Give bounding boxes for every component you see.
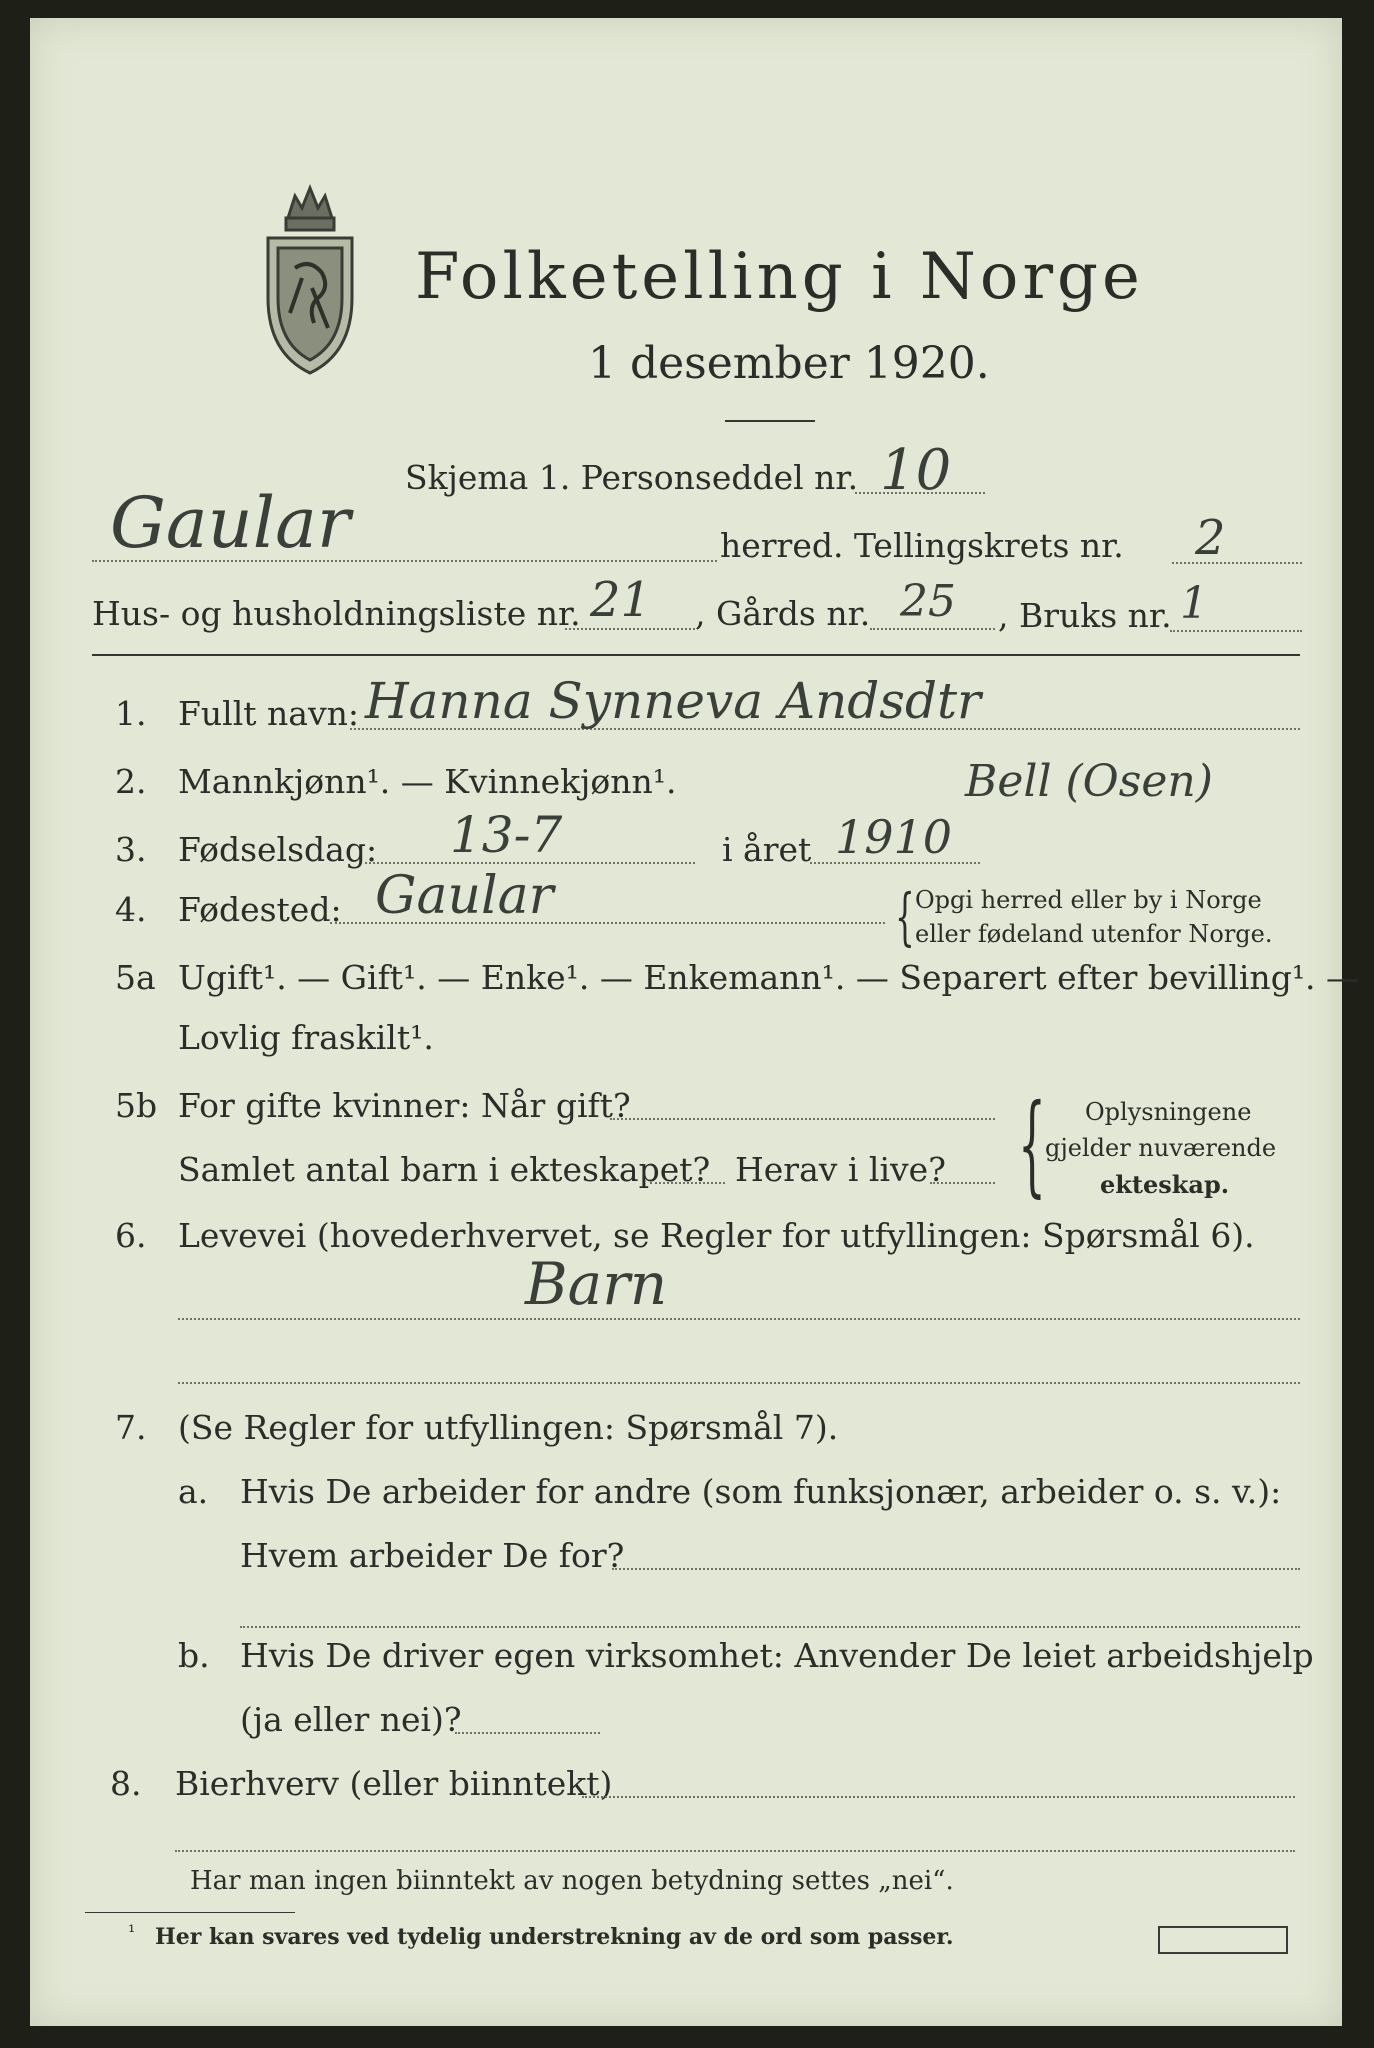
- header-divider: [725, 420, 815, 422]
- children-alive-label: Herav i live?: [735, 1150, 946, 1189]
- children-count-field[interactable]: [650, 1182, 725, 1184]
- no-income-note: Har man ingen biinntekt av nogen betydning settes „nei“.: [190, 1866, 954, 1896]
- q2-label: Mannkjønn¹. — Kvinnekjønn¹.: [178, 762, 677, 801]
- q5b-note-line3: ekteskap.: [1100, 1170, 1230, 1199]
- birthdate-value: 13-7: [450, 806, 563, 864]
- q4-note-line2: eller fødeland utenfor Norge.: [915, 920, 1273, 948]
- birthplace-value: Gaular: [375, 866, 554, 926]
- married-when-field[interactable]: [610, 1118, 995, 1120]
- q5b-number: 5b: [115, 1086, 158, 1125]
- husholdningsliste-value: 21: [590, 572, 652, 628]
- side-income-field-line1[interactable]: [582, 1796, 1295, 1798]
- marital-status-divorced[interactable]: Lovlig fraskilt¹.: [178, 1018, 434, 1057]
- q5b-note-line1: Oplysningene: [1085, 1098, 1252, 1126]
- bruks-label: , Bruks nr.: [998, 596, 1172, 635]
- norwegian-coat-of-arms-icon: [250, 178, 370, 378]
- q4-number: 4.: [115, 890, 147, 929]
- footnote-text: Her kan svares ved tydelig understrekning av de ord som passer.: [155, 1924, 954, 1950]
- bruks-field[interactable]: [1170, 630, 1302, 632]
- tellingskrets-field[interactable]: [1172, 562, 1302, 564]
- form-title: Folketelling i Norge: [415, 240, 1144, 314]
- children-count-label: Samlet antal barn i ekteskapet?: [178, 1150, 711, 1189]
- occupation-value: Barn: [525, 1250, 668, 1318]
- q3-label: Fødselsdag:: [178, 830, 378, 869]
- q7b-question: Hvis De driver egen virksomhet: Anvender De leiet arbeidshjelp: [240, 1636, 1314, 1675]
- tellingskrets-value: 2: [1195, 510, 1226, 566]
- q4-note-brace: {: [895, 880, 915, 953]
- form-date: 1 desember 1920.: [588, 338, 990, 389]
- full-name-value: Hanna Synneva Andsdtr: [365, 672, 981, 730]
- marital-status-options[interactable]: Ugift¹. — Gift¹. — Enke¹. — Enkemann¹. — Separert efter bevilling¹. —: [178, 958, 1360, 997]
- birth-year-value: 1910: [835, 810, 953, 864]
- herred-value: Gaular: [110, 482, 351, 564]
- gards-value: 25: [900, 576, 956, 627]
- birth-year-label: i året: [722, 830, 812, 869]
- q5b-note-line2: gjelder nuværende: [1045, 1134, 1277, 1162]
- q6-number: 6.: [115, 1216, 147, 1255]
- header-section-rule: [92, 654, 1300, 656]
- employer-field-line2[interactable]: [240, 1626, 1300, 1628]
- gards-field[interactable]: [870, 628, 995, 630]
- q5a-number: 5a: [115, 958, 156, 997]
- side-income-field-line2[interactable]: [175, 1850, 1295, 1852]
- occupation-label: Levevei (hovederhvervet, se Regler for utfyllingen: Spørsmål 6).: [178, 1216, 1255, 1255]
- q5b-note-brace: {: [1018, 1080, 1046, 1208]
- q2-number: 2.: [115, 762, 147, 801]
- footnote-mark: ¹: [128, 1922, 136, 1943]
- q4-label: Fødested:: [178, 890, 342, 929]
- q7a-letter: a.: [178, 1472, 209, 1511]
- personseddel-value: 10: [880, 438, 952, 503]
- q7-label: (Se Regler for utfyllingen: Spørsmål 7).: [178, 1408, 839, 1447]
- side-income-label: Bierhverv (eller biinntekt): [175, 1764, 613, 1803]
- occupation-field-line2[interactable]: [178, 1382, 1300, 1384]
- footnote-rule: [85, 1912, 295, 1913]
- q3-number: 3.: [115, 830, 147, 869]
- employer-label: Hvem arbeider De for?: [240, 1536, 625, 1575]
- personseddel-label: Skjema 1. Personseddel nr.: [405, 458, 859, 497]
- printer-stamp: [1158, 1926, 1288, 1954]
- husholdningsliste-label: Hus- og husholdningsliste nr.: [92, 594, 581, 633]
- q1-number: 1.: [115, 694, 147, 733]
- herred-label: herred. Tellingskrets nr.: [720, 526, 1124, 565]
- married-when-label: For gifte kvinner: Når gift?: [178, 1086, 631, 1125]
- bruks-value: 1: [1180, 578, 1208, 629]
- q7b-letter: b.: [178, 1636, 210, 1675]
- q7-number: 7.: [115, 1408, 147, 1447]
- q7a-question: Hvis De arbeider for andre (som funksjonær, arbeider o. s. v.):: [240, 1472, 1282, 1511]
- q8-number: 8.: [110, 1764, 142, 1803]
- hired-help-field[interactable]: [455, 1732, 600, 1734]
- q2-annotation: Bell (Osen): [965, 756, 1213, 807]
- q1-label: Fullt navn:: [178, 694, 359, 733]
- employer-field-line1[interactable]: [612, 1568, 1300, 1570]
- hired-help-label: (ja eller nei)?: [240, 1700, 462, 1739]
- children-alive-field[interactable]: [930, 1182, 995, 1184]
- gards-label: , Gårds nr.: [695, 594, 871, 633]
- q4-note-line1: Opgi herred eller by i Norge: [915, 886, 1262, 914]
- husholdningsliste-field[interactable]: [565, 628, 695, 630]
- occupation-field-line1[interactable]: [178, 1318, 1300, 1320]
